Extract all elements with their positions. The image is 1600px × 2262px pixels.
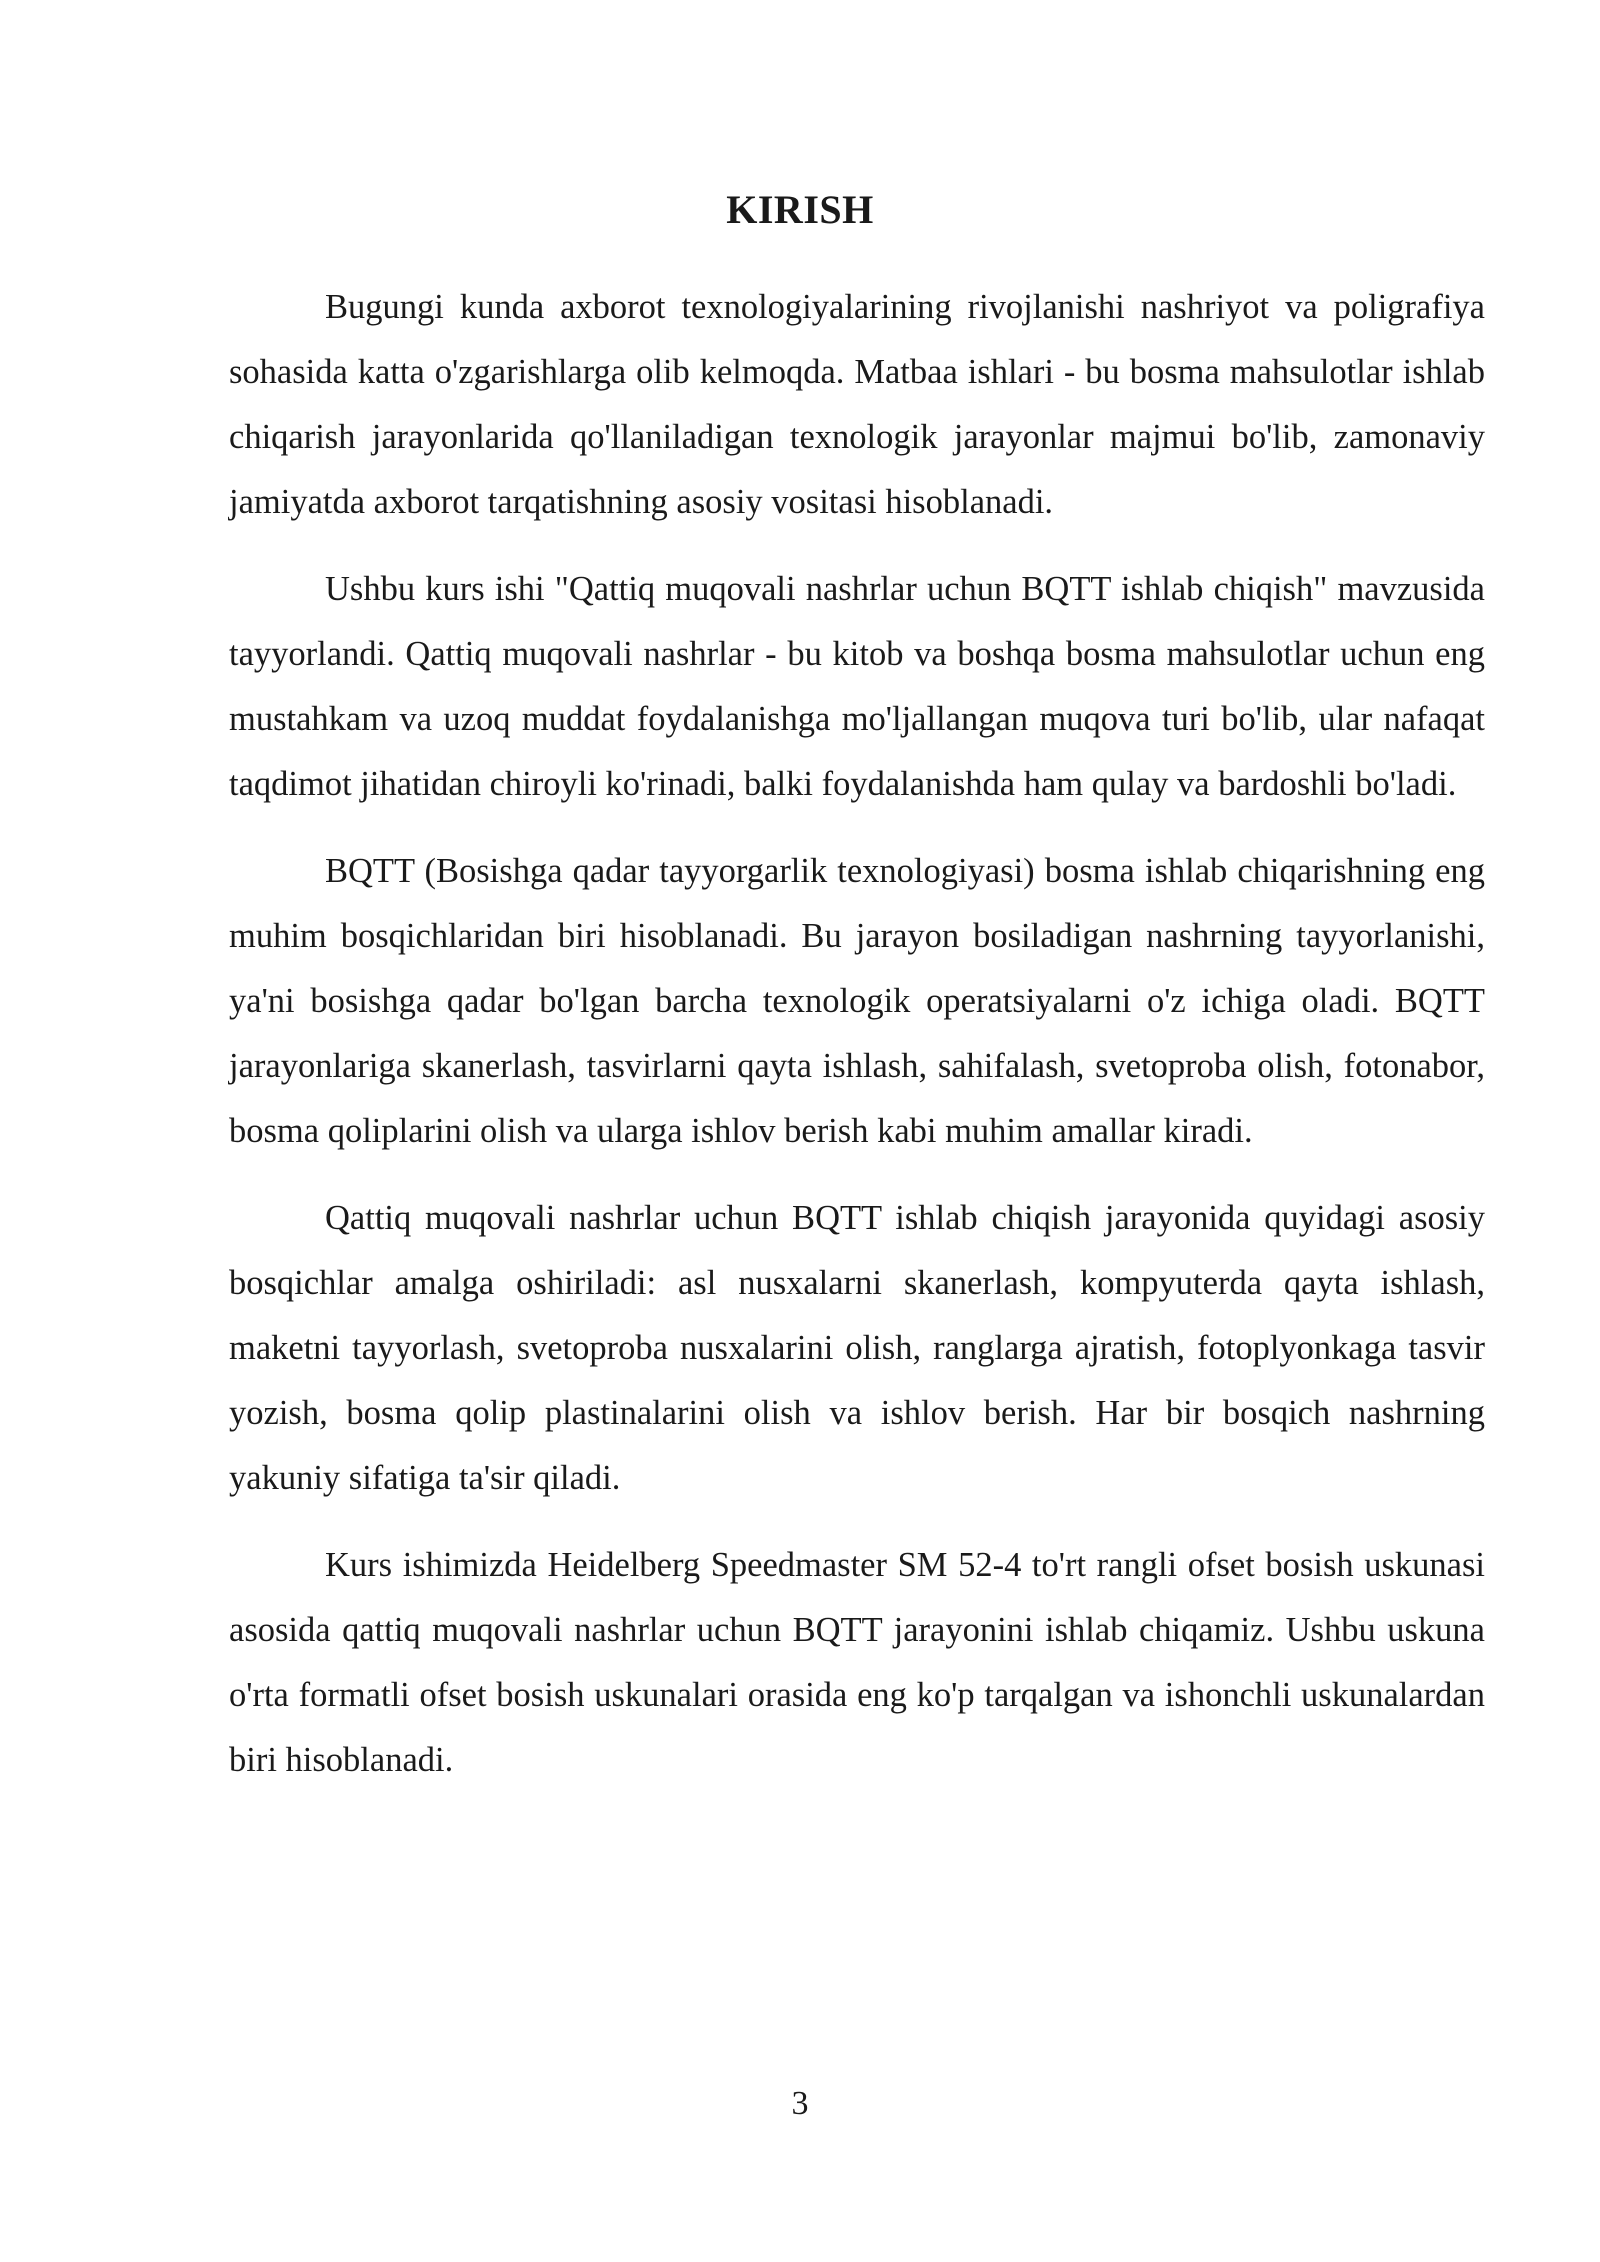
page-title: KIRISH bbox=[726, 187, 874, 232]
paragraph-1: Bugungi kunda axborot texnologiyalarining rivojlanishi nashriyot va poligrafiya sohasida katta o'zgarishlarga olib kelmoqda. Matbaa ishlari - bu bosma mahsulotlar ishlab chiqarish jarayonlarida qo'llaniladigan texnologik jarayonlar majmui bo'lib, zamonaviy jamiyatda axborot tarqatishning asosiy vositasi hisoblanadi. bbox=[229, 288, 1485, 521]
paragraph-4: Qattiq muqovali nashrlar uchun BQTT ishlab chiqish jarayonida quyidagi asosiy bosqichlar amalga oshiriladi: asl nusxalarni skanerlash, kompyuterda qayta ishlash, maketni tayyorlash, svetoproba nusxalarini olish, ranglarga ajratish, fotoplyonkaga tasvir yozish, bosma qolip plastinalarini olish va ishlov berish. Har bir bosqich nashrning yakuniy sifatiga ta'sir qiladi. bbox=[229, 1199, 1485, 1497]
page-number: 3 bbox=[791, 2085, 809, 2122]
body-text bbox=[229, 275, 1485, 1815]
paragraph-2: Ushbu kurs ishi "Qattiq muqovali nashrlar uchun BQTT ishlab chiqish" mavzusida tayyorlandi. Qattiq muqovali nashrlar - bu kitob va boshqa bosma mahsulotlar uchun eng mustahkam va uzoq muddat foydalanishga mo'ljallangan muqova turi bo'lib, ular nafaqat taqdimot jihatidan chiroyli ko'rinadi, balki foydalanishda ham qulay va bardoshli bo'ladi. bbox=[229, 570, 1485, 803]
paragraph-3: BQTT (Bosishga qadar tayyorgarlik texnologiyasi) bosma ishlab chiqarishning eng muhim bosqichlaridan biri hisoblanadi. Bu jarayon bosiladigan nashrning tayyorlanishi, ya'ni bosishga qadar bo'lgan barcha texnologik operatsiyalarni o'z ichiga oladi. BQTT jarayonlariga skanerlash, tasvirlarni qayta ishlash, sahifalash, svetoproba olish, fotonabor, bosma qoliplarini olish va ularga ishlov berish kabi muhim amallar kiradi. bbox=[229, 852, 1485, 1150]
paragraph-5: Kurs ishimizda Heidelberg Speedmaster SM 52-4 to'rt rangli ofset bosish uskunasi asosida qattiq muqovali nashrlar uchun BQTT jarayonini ishlab chiqamiz. Ushbu uskuna o'rta formatli ofset bosish uskunalari orasida eng ko'p tarqalgan va ishonchli uskunalardan biri hisoblanadi. bbox=[229, 1546, 1485, 1779]
